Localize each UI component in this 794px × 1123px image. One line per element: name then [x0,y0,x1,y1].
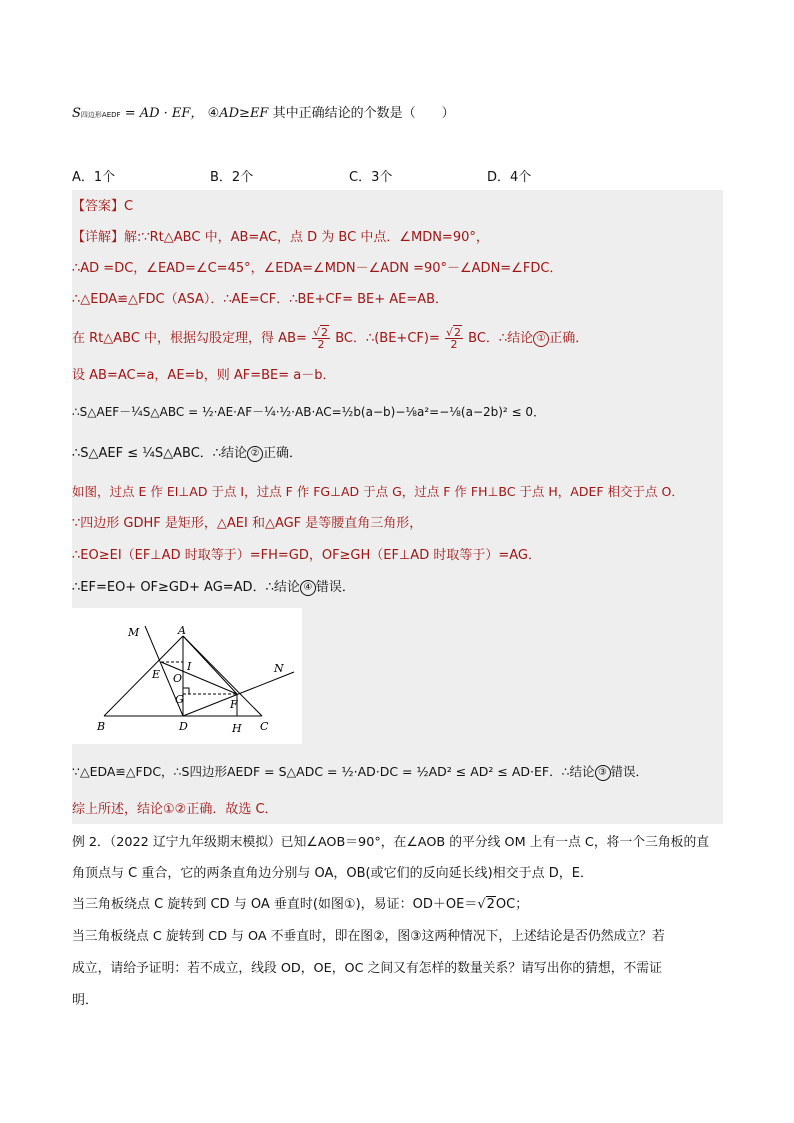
label-A: A [178,624,186,637]
circled-4b: ④ [300,580,316,596]
circled-2: ② [247,446,263,462]
right-angle-mark [183,688,189,694]
detail-line-12: ∵△EDA≌△FDC，∴S四边形AEDF = S△ADC = ½·AD·DC = ½AD² ≤ AD² ≤ AD·EF．∴结论 ③ 错误． [72,764,649,779]
question-line [72,102,455,121]
detail-line-8: 如图，过点 E 作 EI⊥AD 于点 I，过点 F 作 FG⊥AD 于点 G，过点 F 作 FH⊥BC 于点 H，ADEF 相交于点 O． [72,484,684,499]
detail-line-7: ∴S△AEF ≤ ¼S△ABC．∴结论 ② 正确． [72,446,303,461]
triangle-diagram [72,608,302,744]
option-a: A．1个 [72,170,116,185]
label-H: H [232,722,242,735]
area-subscript: 四边形AEDF [80,111,121,119]
label-M: M [128,626,140,639]
label-E: E [152,668,161,681]
answer-label: 【答案】C [72,199,134,214]
example-line-1: 例 2．（2022 辽宁九年级期末模拟）已知∠AOB＝90°，在∠AOB 的平分线 OM 上有一点 C，将一个三角板的直 [72,835,710,850]
circled-3: ③ [595,765,611,781]
circled-1-2: ①② [163,802,187,817]
fraction-sqrt2-over-2-b: $\frac{√2}{2}$ [445,326,461,351]
area-formula: = AD · EF， [124,106,204,121]
detail-line-4: 在 Rt△ABC 中，根据勾股定理，得 AB= $\frac{√2}{2}$ BC．∴(BE+CF)= $\frac{√2}{2}$ BC．∴结论 ① 正确． [72,326,589,351]
geometry-figure [72,608,302,744]
label-G: G [175,693,184,706]
question-text: 其中正确结论的个数是（ ） [272,106,455,121]
detail-line-13: 综上所述，结论①②正确．故选 C． [72,802,278,817]
example-line-6: 明． [72,993,99,1008]
detail-line-1: 【详解】解:∵Rt△ABC 中，AB=AC，点 D 为 BC 中点．∠MDN=90°， [72,230,489,245]
example-line-4: 当三角板绕点 C 旋转到 CD 与 OA 不垂直时，即在图②，图③这两种情况下，上述结论是否仍然成立？若 [72,929,665,944]
inequality: AD≥EF [219,106,269,121]
example-line-3: 当三角板绕点 C 旋转到 CD 与 OA 垂直时(如图①)，易证：OD＋OE＝√2OC； [72,897,529,912]
area-symbol: S [72,106,81,121]
detail-line-11: ∴EF=EO+ OF≥GD+ AG=AD．∴结论 ④ 错误． [72,580,355,595]
detail-line-10: ∴EO≥EI（EF⊥AD 时取等于）=FH=GD，OF≥GH（EF⊥AD 时取等于）=AG． [72,548,541,563]
detail-line-3: ∴△EDA≌△FDC（ASA）．∴AE=CF．∴BE+CF= BE+ AE=AB． [72,292,449,307]
example-line-2: 角顶点与 C 重合，它的两条直角边分别与 OA，OB(或它们的反向延长线)相交于点 D，E． [72,866,594,881]
option-c: C．3个 [349,170,393,185]
segment-AB [104,636,183,716]
detail-line-2: ∴AD =DC，∠EAD=∠C=45°，∠EDA=∠MDN－∠ADN =90°－∠ADN=∠FDC． [72,261,563,276]
label-F: F [230,698,238,711]
label-N: N [274,662,284,675]
detail-line-5: 设 AB=AC=a，AE=b，则 AF=BE= a－b． [72,368,336,383]
detail-line-6: ∴S△AEF－¼S△ABC = ½·AE·AF－¼·½·AB·AC=½b(a−b)−⅛a²=−⅛(a−2b)² ≤ 0． [72,405,546,419]
option-b: B．2个 [210,170,254,185]
circled-1: ① [533,331,549,347]
label-D: D [179,720,188,733]
circled-4: ④ [207,106,220,121]
label-C: C [260,720,269,733]
detail-line-9: ∵四边形 GDHF 是矩形，△AEI 和△AGF 是等腰直角三角形， [72,516,423,531]
label-B: B [97,720,106,733]
example-line-5: 成立，请给予证明：若不成立，线段 OD，OE，OC 之间又有怎样的数量关系？请写出你的猜想，不需证 [72,961,662,976]
label-O: O [173,672,183,685]
option-d: D．4个 [487,170,532,185]
label-I: I [187,660,192,673]
fraction-sqrt2-over-2: $\frac{√2}{2}$ [313,326,329,351]
